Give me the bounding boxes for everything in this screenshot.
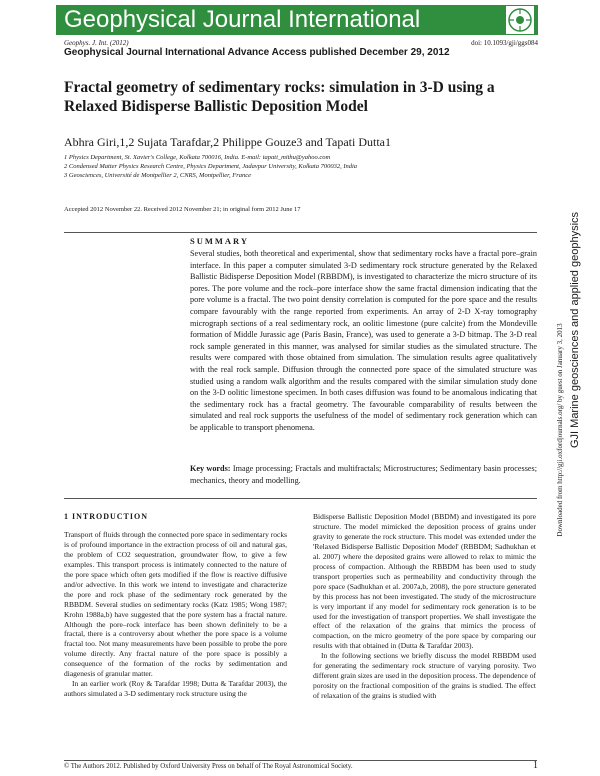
summary-heading: SUMMARY	[190, 236, 250, 246]
paragraph: In an earlier work (Roy & Tarafdar 1998; Dutta & Tarafdar 2003), the authors simulated a 3-D sedimentary rock structure using the	[64, 679, 287, 699]
body-column-right	[313, 512, 536, 701]
summary-bottom-rule	[64, 498, 537, 499]
citation: Geophys. J. Int. (2012)	[64, 39, 129, 47]
summary-text: Several studies, both theoretical and experimental, show that sedimentary rocks have a fractal pore–grain interface. In this paper a computer simulated 3-D sedimentary rock structure generated by the Relaxed Ballistic Bidisperse Deposition Model (RBBDM), is investigated to characterize the micro structure of its pores. The pore volume and the rock–pore interface show the same fractal dimension indicating that the pore volume is a fractal. The two point density correlation is computed for the pore space and the results compare favourably with the range reported from experiments. An array of 2-D X-ray tomography micrograph sections of a real sedimentary rock, an oolitic limestone (pure calcite) from the Mondeville formation of Middle Jurassic age (Paris Basin, France), was used to generate a 3-D bitmap. The 3-D real rock sample generated in this manner, was analysed for similar studies as the simulated structure. The results were compared with those obtained from simulation. The simulation results agree qualitatively with the real rock sample. Diffusion through the connected pore space of the simulated structure was studied using a random walk algorithm and the results compared with the similar simulation study done on the 3-D oolitic limestone specimen. In both cases diffusion was found to be anomalous indicating that the sedimentary rock has a fractal geometry. The favourable comparability of results between the simulated and real rock supports the usefulness of the model of sedimentary rock generation which can be applicable to transport phenomena.	[190, 249, 537, 432]
body-column-left	[64, 512, 287, 699]
footer-rule	[64, 760, 537, 761]
vertical-journal-section: GJI Marine geosciences and applied geophysics	[569, 211, 581, 449]
doi[interactable]: doi: 10.1093/gji/ggs084	[471, 39, 538, 47]
affiliation-1: 1 Physics Department, St. Xavier's College, Kolkata 700016, India. E-mail: tapati_mithu@yahoo.com	[64, 154, 331, 161]
section-heading: 1 INTRODUCTION	[64, 512, 149, 521]
paragraph: Transport of fluids through the connected pore space in sedimentary rocks is of profound importance in the extraction process of oil and natural gas, the problem of CO2 sequestration, groundwater flow, to give a few examples. This transport process is intimately connected to the nature of the pore space which often gets modified if the flow is reactive diffusive and/or advective. In this work we intend to investigate and characterize the pore and rock phase of the sedimentary rock generated by the RBBDM. Several studies on sedimentary rocks (Katz 1985; Wong 1987; Krohn 1988a,b) have suggested that the pore system has a fractal nature. Although the pore–rock interface has been shown definitely to be a fractal, there is a controversy about whether the pore space is a volume fractal too. Not many measurements have been possible to probe the pore volume directly. Any fractal nature of the pore space is possibly a consequence of the formation of the rocks by sedimentation and diagenesis of granular matter.	[64, 529, 287, 679]
page-number: 1	[533, 760, 538, 771]
copyright-footer: © The Authors 2012. Published by Oxford University Press on behalf of The Royal Astronomical Society.	[64, 763, 353, 770]
journal-banner	[56, 5, 538, 35]
journal-banner-title: Geophysical Journal International	[64, 6, 421, 33]
summary-top-rule	[64, 232, 537, 233]
vertical-download-notice[interactable]: Downloaded from http://gji.oxfordjournals.org/ by guest on January 3, 2013	[556, 323, 564, 537]
ras-logo-icon	[506, 6, 534, 34]
affiliation-2: 2 Condensed Matter Physics Research Centre, Physics Department, Jadavpur University, Kolkata 700032, India	[64, 162, 358, 170]
affiliation-3: 3 Geosciences, Université de Montpellier 2, CNRS, Montpellier, France	[64, 171, 252, 179]
keywords-label: Key words:	[190, 464, 231, 473]
article-title: Fractal geometry of sedimentary rocks: simulation in 3-D using a Relaxed Bidisperse Ballistic Deposition Model	[64, 79, 495, 115]
paragraph: Bidisperse Ballistic Deposition Model (BBDM) and investigated its pore structure. The model mimicked the deposition process of grains under gravity to generate the rock structure. This model was extended under the 'Relaxed Bidisperse Ballistic Deposition Model' (RBBDM; Sadhukhan et al. 2007) where the deposited grains were allowed to relax to mimic the process of compaction. Although the RBBDM has been used to study transport properties such as permeability and conductivity through the pore space (Sadhukhan et al. 2007a,b, 2008), the pore structure generated by this process has not been investigated. The study of the microstructure is very important if any model for sedimentary rock generation is to be used for the investigation of transport properties. We shall investigate the effect of the relaxation of the grains that mimics the process of compaction, on the micro geometry of the pore space by comparing our results with that obtained in (Dutta & Tarafdar 2003).	[313, 512, 536, 651]
paragraph: In the following sections we briefly discuss the model RBBDM used for generating the sedimentary rock structure of varying porosity. Two different grain sizes are used in the deposition process. The dependence of porosity on the fractional composition of the grains is studied. The effect of relaxation of the grains is studied with	[313, 651, 536, 701]
keywords	[190, 463, 537, 486]
keywords-list: Image processing; Fractals and multifractals; Microstructures; Sedimentary basin processes; mechanics, theory and modelling.	[190, 464, 538, 485]
accepted-dates: Accepted 2012 November 22. Received 2012 November 21; in original form 2012 June 17	[64, 206, 301, 213]
advance-access-notice: Geophysical Journal International Advance Access published December 29, 2012	[64, 47, 450, 58]
affiliations	[64, 154, 534, 180]
authors: Abhra Giri,1,2 Sujata Tarafdar,2 Philippe Gouze3 and Tapati Dutta1	[64, 135, 391, 149]
